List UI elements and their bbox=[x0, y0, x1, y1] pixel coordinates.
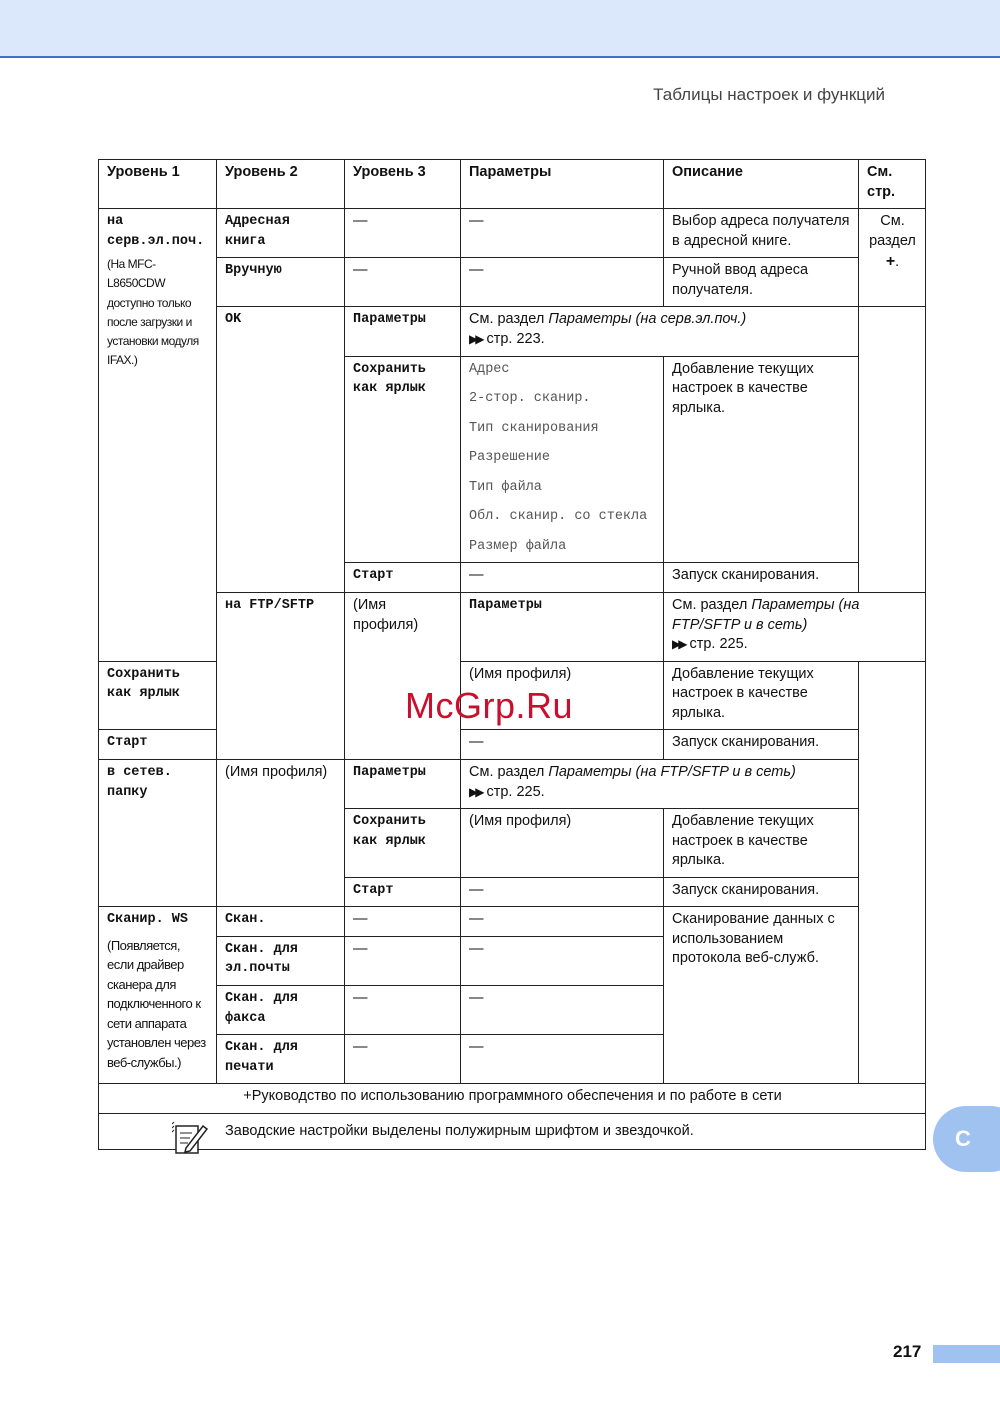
see-page-cell-empty bbox=[859, 759, 926, 906]
param-item: Тип файла bbox=[469, 479, 542, 495]
footer-note: Заводские настройки выделены полужирным шрифтом и звездочкой. bbox=[225, 1122, 694, 1139]
level2-profile: (Имя профиля) bbox=[345, 593, 461, 760]
level3-start: Старт bbox=[99, 730, 217, 760]
params-cell: (Имя профиля) bbox=[461, 661, 664, 730]
level1-ws: Сканир. WS bbox=[107, 912, 189, 928]
footer-note-cell bbox=[99, 1113, 926, 1150]
footer-note-row bbox=[99, 1113, 926, 1150]
level3-cell: — bbox=[345, 209, 461, 258]
level2-ws-scan-fax: Скан. для факса bbox=[217, 986, 345, 1035]
header-cell: Уровень 1 bbox=[99, 160, 217, 209]
level2-manual: Вручную bbox=[217, 258, 345, 307]
reference-page: стр. 225. bbox=[689, 636, 748, 653]
level3-options: Параметры bbox=[461, 593, 664, 662]
description-cell: Добавление текущих настроек в качестве ярлыка. bbox=[664, 661, 859, 730]
params-list bbox=[461, 356, 664, 563]
params-cell: (Имя профиля) bbox=[461, 809, 664, 878]
level3-save-shortcut: Сохранить как ярлык bbox=[345, 356, 461, 563]
level2-profile: (Имя профиля) bbox=[217, 759, 345, 906]
table-row bbox=[99, 593, 926, 662]
level3-cell: — bbox=[345, 258, 461, 307]
params-cell: — bbox=[461, 563, 664, 593]
description-cell: Выбор адреса получателя в адресной книге. bbox=[664, 209, 859, 258]
table-row bbox=[99, 907, 926, 937]
footer-reference: +Руководство по использованию программного обеспечения и по работе в сети bbox=[99, 1084, 926, 1114]
params-reference: См. раздел Параметры (на серв.эл.поч.) ▶▶ стр. 223. bbox=[461, 307, 859, 356]
level3-start: Старт bbox=[345, 563, 461, 593]
see-text: раздел bbox=[869, 232, 916, 249]
level1-network: в сетев. папку bbox=[99, 759, 217, 906]
level2-ws-scan-email: Скан. для эл.почты bbox=[217, 936, 345, 985]
see-page-cell bbox=[859, 209, 926, 307]
level2-address-book: Адресная книга bbox=[217, 209, 345, 258]
plus-icon: + bbox=[885, 253, 896, 271]
params-cell: — bbox=[461, 730, 664, 760]
table-row bbox=[99, 307, 926, 356]
top-band bbox=[0, 0, 1000, 58]
reference-title: Параметры (на FTP/SFTP и в сеть) bbox=[548, 763, 796, 780]
level1-cell bbox=[99, 209, 217, 662]
header-cell: Уровень 3 bbox=[345, 160, 461, 209]
description-cell: Добавление текущих настроек в качестве ярлыка. bbox=[664, 356, 859, 563]
param-item: Разрешение bbox=[469, 450, 551, 466]
level3-cell: — bbox=[345, 907, 461, 937]
params-cell: — bbox=[461, 1035, 664, 1084]
header-cell: См. стр. bbox=[859, 160, 926, 209]
table-row bbox=[99, 759, 926, 808]
description-cell: Ручной ввод адреса получателя. bbox=[664, 258, 859, 307]
description-cell: Запуск сканирования. bbox=[664, 877, 859, 907]
reference-title: Параметры (на FTP/SFTP и в сеть) bbox=[672, 597, 860, 633]
description-cell: Запуск сканирования. bbox=[664, 730, 859, 760]
level3-options: Параметры bbox=[345, 759, 461, 808]
param-item: Адрес bbox=[469, 361, 510, 377]
params-cell: — bbox=[461, 209, 664, 258]
header-cell: Параметры bbox=[461, 160, 664, 209]
description-cell: Сканирование данных с использованием протокола веб-служб. bbox=[664, 907, 859, 1084]
running-head: Таблицы настроек и функций bbox=[653, 85, 885, 104]
level3-options: Параметры bbox=[345, 307, 461, 356]
description-cell: Запуск сканирования. bbox=[664, 563, 859, 593]
double-arrow-icon: ▶▶ bbox=[672, 637, 685, 652]
params-reference: См. раздел Параметры (на FTP/SFTP и в сеть) ▶▶ стр. 225. bbox=[664, 593, 926, 662]
table-row bbox=[99, 258, 926, 307]
see-page-cell-empty bbox=[859, 307, 926, 593]
level1-email: на серв.эл.поч. bbox=[107, 214, 205, 249]
level3-cell: — bbox=[345, 936, 461, 985]
double-arrow-icon: ▶▶ bbox=[469, 784, 482, 799]
header-row bbox=[99, 160, 926, 209]
level2-ws-scan: Скан. bbox=[217, 907, 345, 937]
param-item: Размер файла bbox=[469, 538, 567, 554]
level3-cell: — bbox=[345, 986, 461, 1035]
description-cell: Добавление текущих настроек в качестве ярлыка. bbox=[664, 809, 859, 878]
page-number: 217 bbox=[893, 1342, 922, 1361]
level2-ok: OK bbox=[217, 307, 345, 593]
params-cell: — bbox=[461, 936, 664, 985]
level3-save-shortcut: Сохранить как ярлык bbox=[99, 661, 217, 730]
params-cell: — bbox=[461, 986, 664, 1035]
watermark: McGrp.Ru bbox=[405, 685, 574, 726]
footer-reference-row bbox=[99, 1084, 926, 1114]
double-arrow-icon: ▶▶ bbox=[469, 331, 482, 346]
reference-page: стр. 225. bbox=[486, 783, 545, 800]
level1-email-note: (На MFC-L8650CDW доступно только после загрузки и установки модуля IFAX.) bbox=[107, 257, 199, 368]
level3-start: Старт bbox=[345, 877, 461, 907]
param-item: 2-стор. сканир. bbox=[469, 391, 591, 407]
level3-cell: — bbox=[345, 1035, 461, 1084]
note-pencil-icon bbox=[172, 1120, 210, 1156]
header-cell: Описание bbox=[664, 160, 859, 209]
param-item: Тип сканирования bbox=[469, 420, 599, 436]
params-cell: — bbox=[461, 907, 664, 937]
params-reference: См. раздел Параметры (на FTP/SFTP и в сеть) ▶▶ стр. 225. bbox=[461, 759, 859, 808]
level3-save-shortcut: Сохранить как ярлык bbox=[345, 809, 461, 878]
level1-ws-note: (Появляется, если драйвер сканера для подключенного к сети аппарата установлен через веб-службы.) bbox=[107, 937, 206, 1070]
reference-page: стр. 223. bbox=[486, 330, 545, 347]
see-page-cell-empty bbox=[859, 907, 926, 1084]
params-cell: — bbox=[461, 877, 664, 907]
header-cell: Уровень 2 bbox=[217, 160, 345, 209]
settings-table bbox=[98, 159, 926, 1150]
chapter-tab: C bbox=[933, 1106, 1000, 1172]
see-dot: . bbox=[895, 254, 900, 271]
level1-cell bbox=[99, 907, 217, 1084]
page-bar bbox=[933, 1345, 1000, 1363]
see-text: См. bbox=[880, 213, 905, 230]
table-row bbox=[99, 209, 926, 258]
params-cell: — bbox=[461, 258, 664, 307]
level1-ftp: на FTP/SFTP bbox=[217, 593, 345, 760]
reference-title: Параметры (на серв.эл.поч.) bbox=[548, 311, 747, 328]
param-item: Обл. сканир. со стекла bbox=[469, 509, 648, 525]
level2-ws-scan-print: Скан. для печати bbox=[217, 1035, 345, 1084]
